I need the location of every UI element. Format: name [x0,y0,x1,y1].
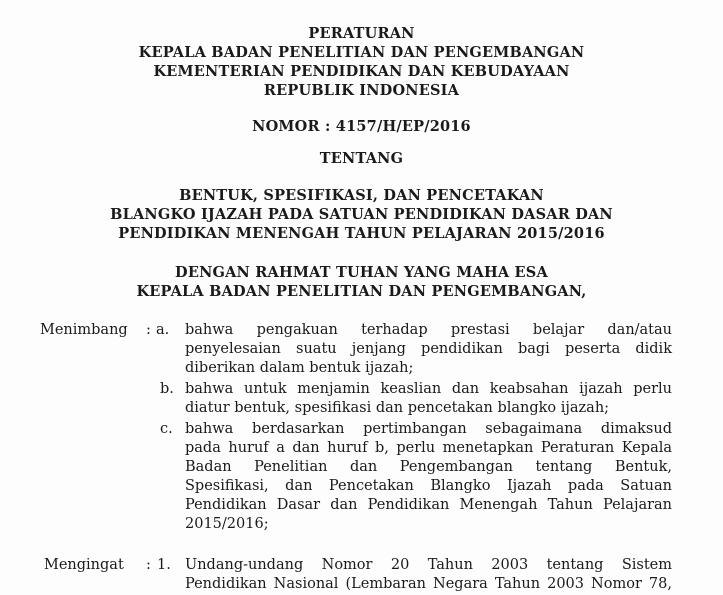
consideration-line: Pendidikan Dasar dan Pendidikan Menengah Tahun Pelajaran [185,497,672,513]
consideration-line: bahwa pengakuan terhadap prestasi belajar dan/atau [185,322,672,338]
consideration-line: bahwa berdasarkan pertimbangan sebagaimana dimaksud [185,421,672,437]
consideration-line: penyelesaian suatu jenjang pendidikan bagi peserta didik [185,341,672,357]
preamble-line: DENGAN RAHMAT TUHAN YANG MAHA ESA [175,264,548,281]
about-heading: TENTANG [319,150,404,167]
menimbang-label: Menimbang [40,322,128,338]
subject-line: PENDIDIKAN MENENGAH TAHUN PELAJARAN 2015/2016 [118,225,605,242]
doc-type-heading: PERATURAN [308,25,415,42]
legal-basis-line: Pendidikan Nasional (Lembaran Negara Tahun 2003 Nomor 78, [185,576,672,592]
item-marker: 1. [157,557,171,573]
consideration-line: pada huruf a dan huruf b, perlu menetapkan Peraturan Kepala [185,440,672,456]
consideration-line: Badan Penelitian dan Pengembangan tentang Bentuk, [185,459,672,475]
country-heading: REPUBLIK INDONESIA [263,82,460,99]
menimbang-colon: : [146,322,151,338]
item-marker: c. [160,421,173,437]
consideration-line: diberikan dalam bentuk ijazah; [185,360,414,376]
subject-line: BENTUK, SPESIFIKASI, DAN PENCETAKAN [179,187,544,204]
issuer-heading: KEPALA BADAN PENELITIAN DAN PENGEMBANGAN [138,44,585,61]
consideration-line: Spesifikasi, dan Pencetakan Blangko Ijazah pada Satuan [185,478,672,494]
item-marker: b. [160,381,174,397]
ministry-heading: KEMENTERIAN PENDIDIKAN DAN KEBUDAYAAN [153,63,570,80]
consideration-line: bahwa untuk menjamin keaslian dan keabsahan ijazah perlu [185,381,672,397]
subject-line: BLANGKO IJAZAH PADA SATUAN PENDIDIKAN DASAR DAN [110,206,613,223]
legal-basis-line: Undang-undang Nomor 20 Tahun 2003 tentang Sistem [185,557,672,573]
consideration-line: diatur bentuk, spesifikasi dan pencetakan blangko ijazah; [185,400,610,416]
consideration-line: 2015/2016; [185,516,269,532]
mengingat-colon: : [146,557,151,573]
item-marker: a. [156,322,170,338]
regulation-number: NOMOR : 4157/H/EP/2016 [252,118,471,135]
mengingat-label: Mengingat [44,557,124,573]
preamble-line: KEPALA BADAN PENELITIAN DAN PENGEMBANGAN, [136,283,587,300]
